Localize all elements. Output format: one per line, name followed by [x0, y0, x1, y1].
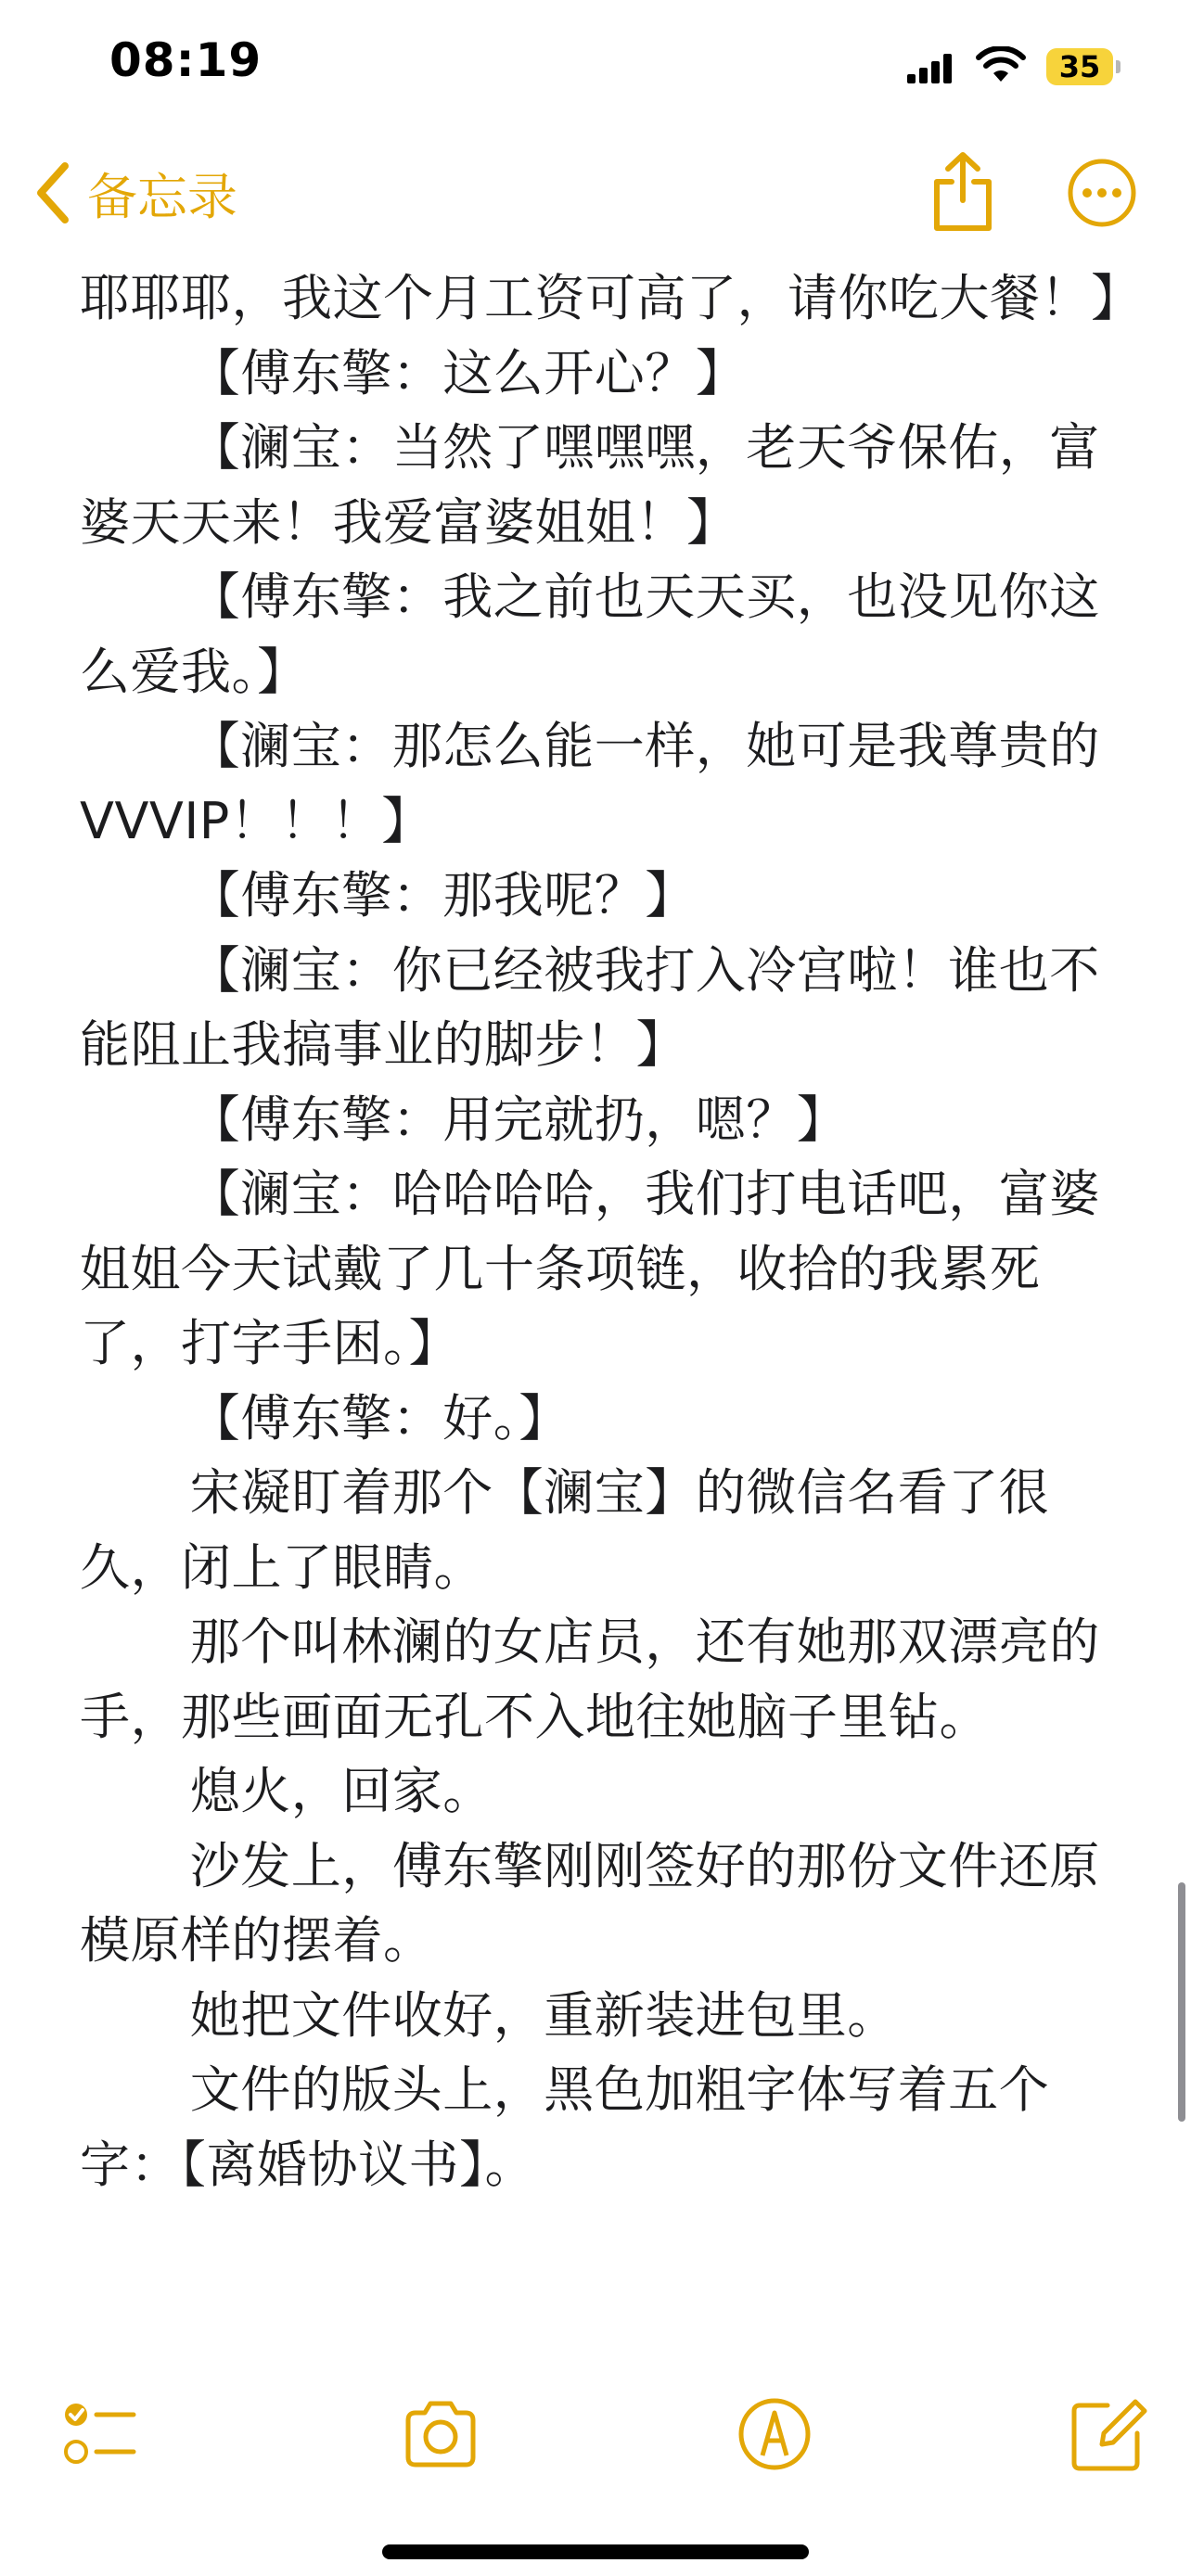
- back-button[interactable]: [33, 156, 237, 230]
- note-body[interactable]: [0, 261, 1191, 2302]
- more-options-icon[interactable]: [1067, 158, 1137, 228]
- note-paragraph: 她把文件收好，重新装进包里。: [189, 1985, 898, 2045]
- note-paragraph: 文件的版头上，黑色加粗字体写着五个字：【离婚协议书】。: [80, 2060, 1050, 2194]
- back-label: 备忘录: [87, 167, 237, 226]
- note-paragraph: 熄火，回家。: [189, 1762, 493, 1820]
- navigation-bar: [0, 139, 1191, 250]
- note-paragraph: 【澜宝：你已经被我打入冷宫啦！谁也不能阻止我搞事业的脚步！】: [80, 940, 1100, 1074]
- chevron-left-icon: [33, 160, 74, 225]
- note-paragraph: 宋凝盯着那个【澜宝】的微信名看了很久，闭上了眼睛。: [80, 1463, 1050, 1597]
- camera-icon[interactable]: [399, 2392, 482, 2476]
- note-paragraph: 【傅东擎：这么开心？】: [189, 343, 747, 402]
- note-paragraph: 【傅东擎：用完就扔，嗯？】: [189, 1090, 848, 1149]
- bottom-toolbar: [0, 2374, 1191, 2485]
- cellular-signal-icon: [907, 54, 952, 83]
- compose-icon[interactable]: [1065, 2392, 1148, 2476]
- note-paragraph: 【澜宝：哈哈哈哈，我们打电话吧，富婆姐姐今天试戴了几十条项链，收拾的我累死了，打字手困。】: [80, 1165, 1100, 1372]
- scroll-indicator[interactable]: [1178, 1882, 1185, 2122]
- note-paragraph: 【澜宝：那怎么能一样，她可是我尊贵的VVVIP！！！】: [80, 717, 1100, 850]
- battery-level: 35: [1058, 49, 1101, 84]
- note-paragraph: 【澜宝：当然了嘿嘿嘿，老天爷保佑，富婆天天来！我爱富婆姐姐！】: [80, 418, 1100, 552]
- status-time: 08:19: [109, 33, 263, 87]
- note-paragraph: 耶耶耶，我这个月工资可高了，请你吃大餐！】: [80, 269, 1142, 327]
- battery-icon: [1046, 48, 1121, 85]
- note-paragraph: 【傅东擎：那我呢？】: [189, 866, 696, 925]
- note-paragraph: 【傅东擎：好。】: [189, 1388, 570, 1447]
- share-icon[interactable]: [928, 150, 998, 234]
- markup-icon[interactable]: [733, 2392, 816, 2476]
- wifi-icon: [976, 46, 1026, 83]
- home-indicator[interactable]: [382, 2544, 809, 2559]
- status-bar: [0, 0, 1191, 139]
- note-paragraph: 那个叫林澜的女店员，还有她那双漂亮的手，那些画面无孔不入地往她脑子里钻。: [80, 1613, 1100, 1746]
- checklist-icon[interactable]: [58, 2392, 141, 2476]
- note-paragraph: 【傅东擎：我之前也天天买，也没见你这么爱我。】: [80, 567, 1100, 701]
- note-paragraph: 沙发上，傅东擎刚刚签好的那份文件还原模原样的摆着。: [80, 1836, 1100, 1970]
